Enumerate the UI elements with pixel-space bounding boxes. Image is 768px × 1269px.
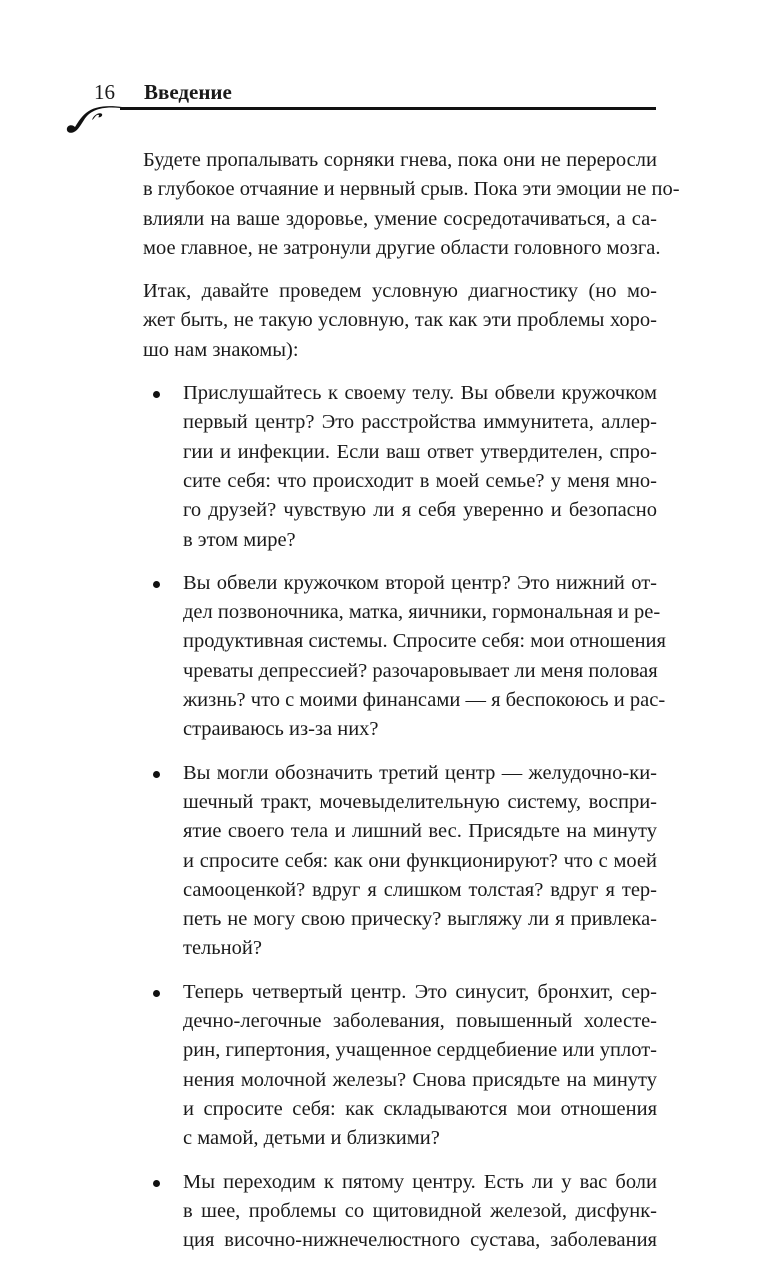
text-line: самооценкой? вдруг я слишком толстая? вдруг я тер- bbox=[183, 878, 657, 901]
text-line: Вы могли обозначить третий центр — желудочно-ки- bbox=[183, 761, 657, 784]
text-line: Прислушайтесь к своему телу. Вы обвели кружочком bbox=[183, 382, 657, 405]
text-line: с мамой, детьми и близкими? bbox=[183, 1127, 440, 1150]
text-line: тельной? bbox=[183, 937, 262, 960]
text-line: Итак, давайте проведем условную диагностику (но мо- bbox=[143, 280, 657, 303]
list-item bbox=[143, 759, 657, 964]
text-line: и спросите себя: как складываются мои отношения bbox=[183, 1097, 657, 1120]
bullet-icon bbox=[153, 391, 160, 398]
bullet-icon bbox=[153, 771, 160, 778]
text-line: первый центр? Это расстройства иммунитета, аллер- bbox=[183, 411, 657, 434]
text-line: страиваюсь из-за них? bbox=[183, 718, 379, 741]
list-item bbox=[143, 569, 666, 745]
text-line: мое главное, не затронули другие области головного мозга. bbox=[143, 236, 661, 259]
page-number: 16 bbox=[94, 80, 115, 104]
text-line: продуктивная системы. Спросите себя: мои отношения bbox=[183, 630, 666, 653]
text-line: шо нам знакомы): bbox=[143, 338, 299, 361]
text-line: шечный тракт, мочевыделительную систему, воспри- bbox=[183, 790, 657, 813]
list-item bbox=[143, 978, 657, 1154]
bullet-icon bbox=[153, 990, 160, 997]
text-line: влияли на ваше здоровье, умение сосредотачиваться, а са- bbox=[143, 207, 657, 230]
text-line: рин, гипертония, учащенное сердцебиение или уплот- bbox=[183, 1039, 657, 1062]
text-line: го друзей? чувствую ли я себя уверенно и безопасно bbox=[183, 499, 657, 522]
text-line: ятие своего тела и лишний вес. Присядьте на минуту bbox=[183, 820, 657, 843]
text-line: Мы переходим к пятому центру. Есть ли у вас боли bbox=[183, 1170, 657, 1193]
flourish-ornament-icon bbox=[62, 100, 132, 140]
paragraph bbox=[143, 146, 680, 263]
header-rule bbox=[120, 107, 656, 110]
running-title: Введение bbox=[144, 80, 232, 104]
text-line: Будете пропалывать сорняки гнева, пока они не переросли bbox=[143, 149, 657, 171]
paragraph bbox=[143, 277, 657, 365]
text-line: жизнь? что с моими финансами — я беспокоюсь и рас- bbox=[183, 689, 666, 712]
text-line: петь не могу свою прическу? выгляжу ли я привлека- bbox=[183, 908, 657, 931]
text-line: дечно-легочные заболевания, повышенный холесте- bbox=[183, 1010, 657, 1033]
list-item bbox=[143, 1168, 657, 1256]
text-line: Теперь четвертый центр. Это синусит, бронхит, сер- bbox=[183, 980, 657, 1003]
text-line: и спросите себя: как они функционируют? что с моей bbox=[183, 849, 657, 872]
text-line: ция височно-нижнечелюстного сустава, заболевания bbox=[183, 1229, 657, 1252]
bullet-icon bbox=[153, 1180, 160, 1187]
text-line: Вы обвели кружочком второй центр? Это нижний от- bbox=[183, 571, 657, 594]
text-line: в глубокое отчаяние и нервный срыв. Пока эти эмоции не по- bbox=[143, 178, 680, 201]
list-item bbox=[143, 379, 657, 555]
text-line: гии и инфекции. Если ваш ответ утвердителен, спро- bbox=[183, 440, 657, 463]
bullet-icon bbox=[153, 581, 160, 588]
bullet-list bbox=[143, 379, 666, 1255]
text-line: нения молочной железы? Снова присядьте на минуту bbox=[183, 1068, 657, 1091]
text-line: в этом мире? bbox=[183, 528, 296, 551]
page-body bbox=[143, 146, 680, 1269]
text-line: жет быть, не такую условную, так как эти проблемы хоро- bbox=[143, 309, 657, 332]
text-line: в шее, проблемы со щитовидной железой, дисфунк- bbox=[183, 1199, 657, 1222]
text-line: сите себя: что происходит в моей семье? у меня мно- bbox=[183, 469, 657, 492]
text-line: дел позвоночника, матка, яичники, гормональная и ре- bbox=[183, 601, 661, 624]
text-line: чреваты депрессией? разочаровывает ли меня половая bbox=[183, 659, 658, 682]
